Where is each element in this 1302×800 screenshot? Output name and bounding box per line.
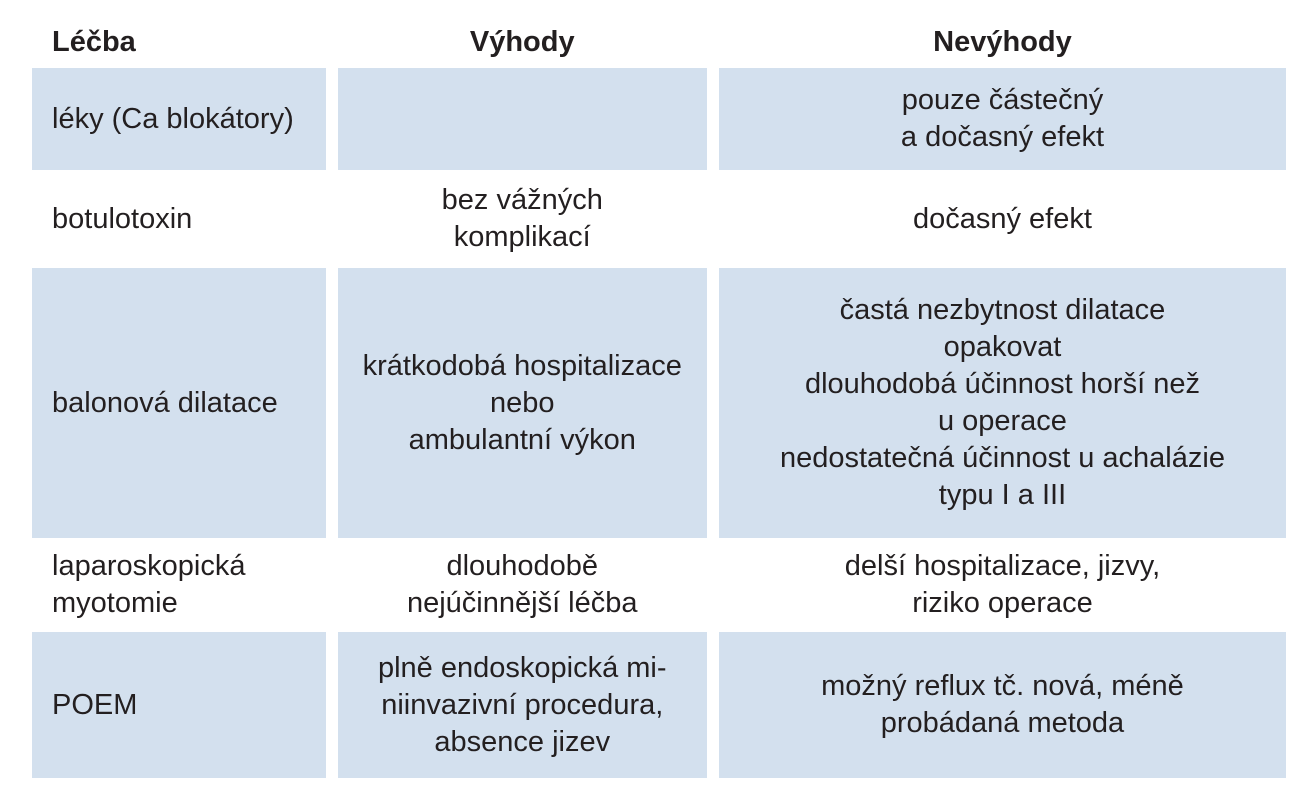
treatment-cell: balonová dilatace xyxy=(32,268,326,538)
disadvantages-cell: častá nezbytnost dilatace opakovat dlouhodobá účinnost horší než u operace nedostatečná účinnost u achalázie typu I a III xyxy=(719,268,1286,538)
table-row xyxy=(32,68,1286,170)
treatment-cell: léky (Ca blokátory) xyxy=(32,68,326,170)
table-row xyxy=(32,170,1286,268)
table-row xyxy=(32,268,1286,538)
advantages-cell: krátkodobá hospitalizace nebo ambulantní výkon xyxy=(338,268,707,538)
treatment-cell: botulotoxin xyxy=(52,202,193,235)
table-header-row xyxy=(32,16,1286,68)
header-disadvantages: Nevýhody xyxy=(933,25,1072,58)
treatment-cell: POEM xyxy=(32,632,326,778)
advantages-cell xyxy=(338,68,707,170)
treatment-cell: laparoskopická myotomie xyxy=(52,550,246,619)
disadvantages-cell: pouze částečný a dočasný efekt xyxy=(719,68,1286,170)
disadvantages-cell: možný reflux tč. nová, méně probádaná metoda xyxy=(719,632,1286,778)
disadvantages-cell: dočasný efekt xyxy=(912,202,1092,235)
advantages-cell: dlouhodobě nejúčinnější léčba xyxy=(406,550,638,619)
disadvantages-cell: delší hospitalizace, jizvy, riziko operace xyxy=(844,550,1161,619)
header-treatment: Léčba xyxy=(52,25,136,58)
advantages-cell: bez vážných komplikací xyxy=(441,184,603,253)
advantages-cell: plně endoskopická mi- niinvazivní procedura, absence jizev xyxy=(338,632,707,778)
table-row xyxy=(32,632,1286,778)
header-advantages: Výhody xyxy=(469,25,575,58)
table-row xyxy=(32,538,1286,632)
